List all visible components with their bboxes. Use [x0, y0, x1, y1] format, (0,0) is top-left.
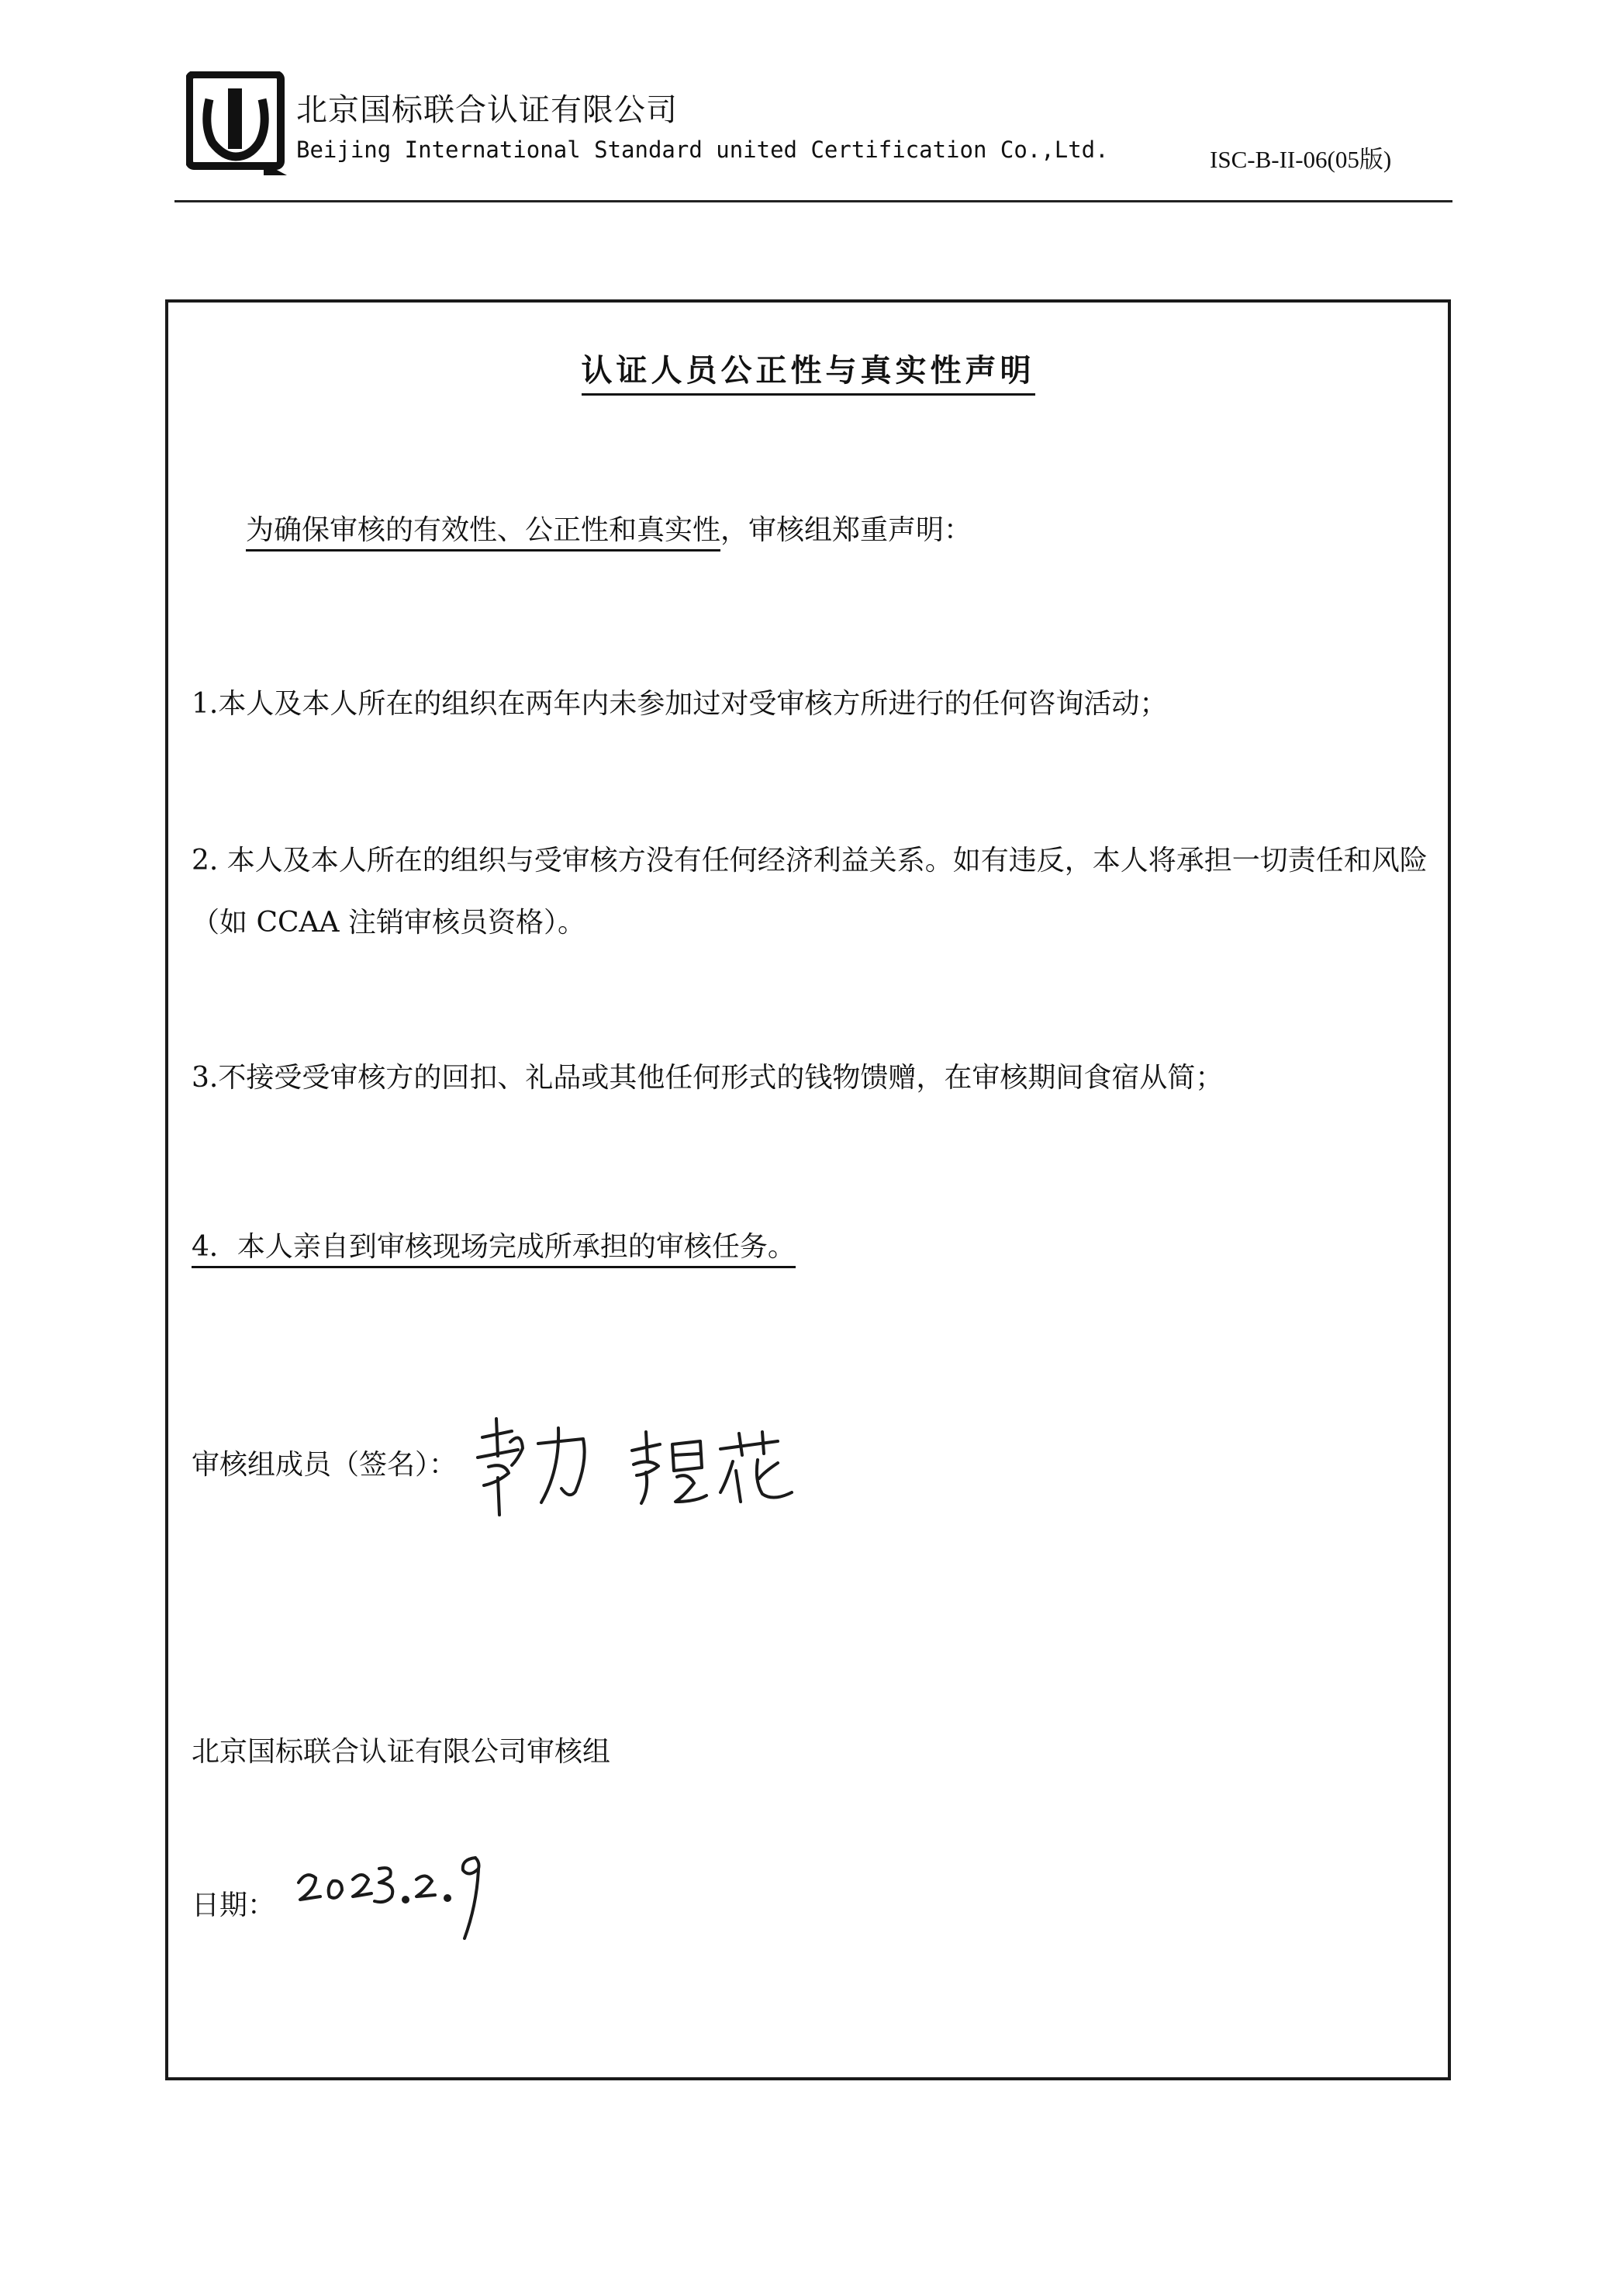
company-logo-icon — [186, 71, 290, 178]
declaration-item-1: 1.本人及本人所在的组织在两年内未参加过对受审核方所进行的任何咨询活动； — [192, 688, 1168, 720]
statement-title — [168, 346, 1448, 390]
intro-rest-text: ，审核组郑重声明： — [720, 514, 972, 546]
signers-label: 审核组成员（签名）： — [192, 1449, 458, 1481]
handwritten-date — [292, 1842, 502, 1943]
declaration-item-2: 2. 本人及本人所在的组织与受审核方没有任何经济利益关系。如有违反，本人将承担一切责任和风险（如 CCAA 注销审核员资格）。 — [192, 845, 1428, 939]
signature-guo-li — [467, 1408, 599, 1524]
date-label: 日期： — [192, 1890, 276, 1921]
audit-team-organization: 北京国标联合认证有限公司审核组 — [192, 1736, 611, 1768]
header-divider — [174, 200, 1452, 202]
company-name-english: Beijing International Standard united Certification Co.,Ltd. — [296, 137, 1109, 163]
declaration-item-4 — [192, 1216, 1432, 1278]
signature-li-kun-hua — [626, 1427, 804, 1513]
statement-box — [165, 299, 1451, 2080]
form-code: ISC-B-II-06(05版) — [1210, 146, 1392, 173]
declaration-item-3: 3.不接受受审核方的回扣、礼品或其他任何形式的钱物馈赠，在审核期间食宿从简； — [192, 1062, 1224, 1094]
declaration-item-4-text: 4．本人亲自到审核现场完成所承担的审核任务。 — [192, 1231, 796, 1268]
intro-paragraph — [246, 500, 1487, 562]
statement-title-text: 认证人员公正性与真实性声明 — [582, 353, 1035, 396]
letterhead — [178, 68, 1450, 192]
intro-underlined-text: 为确保审核的有效性、公正性和真实性 — [246, 514, 720, 552]
company-name-chinese: 北京国标联合认证有限公司 — [296, 92, 678, 128]
